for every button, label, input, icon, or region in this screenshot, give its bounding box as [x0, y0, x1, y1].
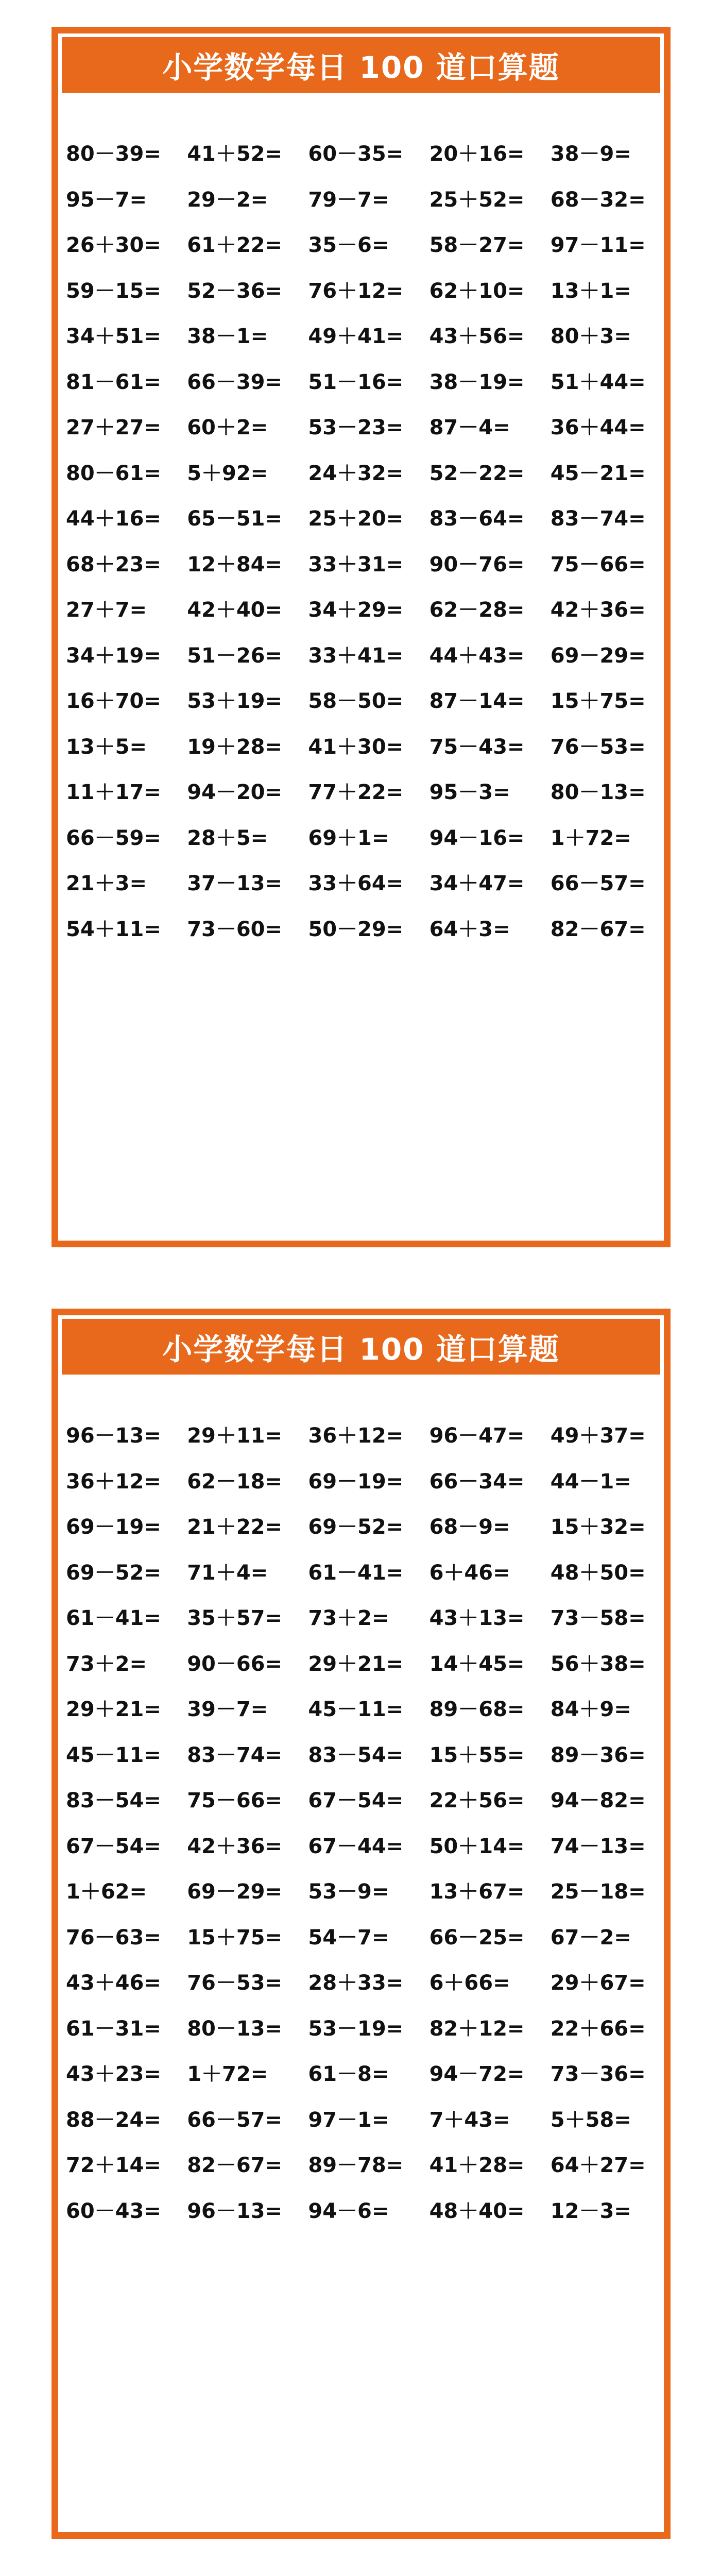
- arithmetic-problem: 37－13=: [187, 872, 283, 895]
- arithmetic-problem: 62－18=: [187, 1469, 283, 1494]
- arithmetic-problem: 1＋72=: [550, 826, 631, 850]
- worksheet-title: 小学数学每日 100 道口算题: [62, 37, 660, 93]
- arithmetic-problem: 16＋70=: [66, 689, 161, 713]
- arithmetic-problem: 61－41=: [66, 1606, 161, 1630]
- problem-grid: [58, 1413, 664, 2234]
- arithmetic-problem: 43＋46=: [66, 1971, 161, 1995]
- arithmetic-problem: 94－82=: [550, 1789, 646, 1812]
- arithmetic-problem: 27＋27=: [66, 416, 161, 439]
- arithmetic-problem: 50－29=: [308, 917, 404, 941]
- arithmetic-problem: 90－66=: [187, 1652, 283, 1676]
- arithmetic-problem: 60－35=: [308, 142, 404, 166]
- arithmetic-problem: 5＋58=: [550, 2108, 631, 2132]
- arithmetic-problem: 27＋7=: [66, 598, 147, 622]
- arithmetic-problem: 29＋21=: [66, 1698, 161, 1721]
- arithmetic-problem: 33＋64=: [308, 872, 404, 895]
- arithmetic-problem: 69－19=: [66, 1515, 161, 1539]
- arithmetic-problem: 28＋5=: [187, 826, 268, 850]
- arithmetic-problem: 14＋45=: [429, 1652, 525, 1676]
- arithmetic-problem: 62－28=: [429, 598, 525, 622]
- arithmetic-problem: 96－13=: [66, 1424, 161, 1448]
- arithmetic-problem: 45－11=: [308, 1698, 404, 1721]
- arithmetic-problem: 76＋12=: [308, 279, 404, 303]
- arithmetic-problem: 95－3=: [429, 781, 510, 804]
- arithmetic-problem: 73－60=: [187, 917, 283, 941]
- arithmetic-problem: 51＋44=: [550, 370, 646, 394]
- arithmetic-problem: 75－66=: [550, 552, 646, 577]
- arithmetic-problem: 21＋3=: [66, 872, 147, 895]
- arithmetic-problem: 61＋22=: [187, 233, 283, 257]
- arithmetic-problem: 49＋37=: [550, 1424, 646, 1448]
- arithmetic-problem: 66－39=: [187, 370, 283, 394]
- arithmetic-problem: 67－2=: [550, 1925, 631, 1950]
- arithmetic-problem: 54－7=: [308, 1925, 389, 1950]
- arithmetic-problem: 34＋29=: [308, 598, 404, 622]
- arithmetic-problem: 89－68=: [429, 1698, 525, 1721]
- arithmetic-problem: 71＋4=: [187, 1561, 268, 1585]
- arithmetic-problem: 72＋14=: [66, 2154, 161, 2177]
- arithmetic-problem: 83－74=: [187, 1743, 283, 1767]
- arithmetic-problem: 34＋19=: [66, 643, 161, 668]
- arithmetic-problem: 33＋31=: [308, 552, 404, 577]
- arithmetic-problem: 89－36=: [550, 1743, 646, 1767]
- arithmetic-problem: 69－19=: [308, 1469, 404, 1494]
- arithmetic-problem: 96－47=: [429, 1424, 525, 1448]
- arithmetic-problem: 34＋47=: [429, 872, 525, 895]
- arithmetic-problem: 38－19=: [429, 370, 525, 394]
- arithmetic-problem: 54＋11=: [66, 917, 161, 941]
- arithmetic-problem: 80－39=: [66, 142, 161, 166]
- arithmetic-problem: 28＋33=: [308, 1971, 404, 1995]
- arithmetic-problem: 43＋13=: [429, 1606, 525, 1630]
- arithmetic-problem: 61－41=: [308, 1561, 404, 1585]
- arithmetic-problem: 41＋30=: [308, 735, 404, 759]
- arithmetic-problem: 15＋75=: [187, 1925, 283, 1950]
- arithmetic-problem: 51－26=: [187, 643, 283, 668]
- arithmetic-problem: 60－43=: [66, 2199, 161, 2223]
- arithmetic-problem: 76－53=: [187, 1971, 283, 1995]
- arithmetic-problem: 67－54=: [308, 1789, 404, 1812]
- arithmetic-problem: 50＋14=: [429, 1834, 525, 1858]
- arithmetic-problem: 44＋43=: [429, 643, 525, 668]
- arithmetic-problem: 76－53=: [550, 735, 646, 759]
- arithmetic-problem: 69－52=: [308, 1515, 404, 1539]
- arithmetic-problem: 44－1=: [550, 1469, 631, 1494]
- arithmetic-problem: 29＋11=: [187, 1424, 283, 1448]
- arithmetic-problem: 29＋67=: [550, 1971, 646, 1995]
- arithmetic-problem: 64＋27=: [550, 2154, 646, 2177]
- arithmetic-problem: 80－13=: [550, 781, 646, 804]
- problem-grid: [58, 131, 664, 952]
- arithmetic-problem: 48＋40=: [429, 2199, 525, 2223]
- arithmetic-problem: 66－57=: [550, 872, 646, 895]
- arithmetic-problem: 75－43=: [429, 735, 525, 759]
- arithmetic-problem: 82－67=: [550, 917, 646, 941]
- arithmetic-problem: 26＋30=: [66, 233, 161, 257]
- arithmetic-problem: 43＋23=: [66, 2062, 161, 2086]
- arithmetic-problem: 80＋3=: [550, 325, 631, 348]
- arithmetic-problem: 67－44=: [308, 1834, 404, 1858]
- arithmetic-problem: 19＋28=: [187, 735, 283, 759]
- arithmetic-problem: 53－19=: [308, 2016, 404, 2041]
- arithmetic-problem: 77＋22=: [308, 781, 404, 804]
- arithmetic-problem: 67－54=: [66, 1834, 161, 1858]
- arithmetic-problem: 97－1=: [308, 2108, 389, 2132]
- arithmetic-problem: 52－36=: [187, 279, 283, 303]
- arithmetic-problem: 38－1=: [187, 325, 268, 348]
- arithmetic-problem: 66－25=: [429, 1925, 525, 1950]
- arithmetic-problem: 6＋66=: [429, 1971, 510, 1995]
- arithmetic-problem: 94－20=: [187, 781, 283, 804]
- arithmetic-problem: 21＋22=: [187, 1515, 283, 1539]
- arithmetic-problem: 53－23=: [308, 416, 404, 439]
- arithmetic-problem: 56＋38=: [550, 1652, 646, 1676]
- arithmetic-problem: 88－24=: [66, 2108, 161, 2132]
- arithmetic-problem: 36＋44=: [550, 416, 646, 439]
- arithmetic-problem: 97－11=: [550, 233, 646, 257]
- arithmetic-problem: 1＋72=: [187, 2062, 268, 2086]
- arithmetic-problem: 95－7=: [66, 188, 147, 212]
- arithmetic-problem: 68－9=: [429, 1515, 510, 1539]
- arithmetic-problem: 45－11=: [66, 1743, 161, 1767]
- arithmetic-problem: 45－21=: [550, 461, 646, 485]
- arithmetic-problem: 38－9=: [550, 142, 631, 166]
- arithmetic-problem: 69＋1=: [308, 826, 389, 850]
- arithmetic-problem: 42＋36=: [187, 1834, 283, 1858]
- arithmetic-problem: 7＋43=: [429, 2108, 510, 2132]
- arithmetic-problem: 5＋92=: [187, 461, 268, 485]
- worksheet-1: [52, 27, 671, 1247]
- arithmetic-problem: 66－59=: [66, 826, 161, 850]
- arithmetic-problem: 25－18=: [550, 1880, 646, 1904]
- arithmetic-problem: 34＋51=: [66, 325, 161, 348]
- arithmetic-problem: 12＋84=: [187, 552, 283, 577]
- arithmetic-problem: 22＋66=: [550, 2016, 646, 2041]
- arithmetic-problem: 81－61=: [66, 370, 161, 394]
- arithmetic-problem: 89－78=: [308, 2154, 404, 2177]
- arithmetic-problem: 79－7=: [308, 188, 389, 212]
- arithmetic-problem: 52－22=: [429, 461, 525, 485]
- arithmetic-problem: 44＋16=: [66, 507, 161, 531]
- arithmetic-problem: 36＋12=: [66, 1469, 161, 1494]
- arithmetic-problem: 87－4=: [429, 416, 510, 439]
- arithmetic-problem: 65－51=: [187, 507, 283, 531]
- arithmetic-problem: 59－15=: [66, 279, 161, 303]
- arithmetic-problem: 66－34=: [429, 1469, 525, 1494]
- arithmetic-problem: 53－9=: [308, 1880, 389, 1904]
- arithmetic-problem: 75－66=: [187, 1789, 283, 1812]
- arithmetic-problem: 36＋12=: [308, 1424, 404, 1448]
- arithmetic-problem: 94－6=: [308, 2199, 389, 2223]
- arithmetic-problem: 25＋52=: [429, 188, 525, 212]
- worksheet-2: [52, 1309, 671, 2539]
- arithmetic-problem: 73＋2=: [308, 1606, 389, 1630]
- arithmetic-problem: 25＋20=: [308, 507, 404, 531]
- arithmetic-problem: 13＋1=: [550, 279, 631, 303]
- arithmetic-problem: 29＋21=: [308, 1652, 404, 1676]
- arithmetic-problem: 49＋41=: [308, 325, 404, 348]
- arithmetic-problem: 94－16=: [429, 826, 525, 850]
- arithmetic-problem: 73－36=: [550, 2062, 646, 2086]
- arithmetic-problem: 68＋23=: [66, 552, 161, 577]
- arithmetic-problem: 64＋3=: [429, 917, 510, 941]
- arithmetic-problem: 11＋17=: [66, 781, 161, 804]
- arithmetic-problem: 94－72=: [429, 2062, 525, 2086]
- arithmetic-problem: 83－74=: [550, 507, 646, 531]
- arithmetic-problem: 58－27=: [429, 233, 525, 257]
- arithmetic-problem: 69－29=: [550, 643, 646, 668]
- arithmetic-problem: 73－58=: [550, 1606, 646, 1630]
- arithmetic-problem: 83－64=: [429, 507, 525, 531]
- arithmetic-problem: 20＋16=: [429, 142, 525, 166]
- arithmetic-problem: 53＋19=: [187, 689, 283, 713]
- arithmetic-problem: 22＋56=: [429, 1789, 525, 1812]
- arithmetic-problem: 41＋28=: [429, 2154, 525, 2177]
- arithmetic-problem: 41＋52=: [187, 142, 283, 166]
- arithmetic-problem: 76－63=: [66, 1925, 161, 1950]
- arithmetic-problem: 42＋36=: [550, 598, 646, 622]
- arithmetic-problem: 87－14=: [429, 689, 525, 713]
- arithmetic-problem: 69－29=: [187, 1880, 283, 1904]
- arithmetic-problem: 66－57=: [187, 2108, 283, 2132]
- arithmetic-problem: 15＋75=: [550, 689, 646, 713]
- arithmetic-problem: 58－50=: [308, 689, 404, 713]
- arithmetic-problem: 42＋40=: [187, 598, 283, 622]
- arithmetic-problem: 96－13=: [187, 2199, 283, 2223]
- arithmetic-problem: 61－31=: [66, 2016, 161, 2041]
- arithmetic-problem: 68－32=: [550, 188, 646, 212]
- arithmetic-problem: 1＋62=: [66, 1880, 147, 1904]
- arithmetic-problem: 84＋9=: [550, 1698, 631, 1721]
- arithmetic-problem: 13＋5=: [66, 735, 147, 759]
- arithmetic-problem: 61－8=: [308, 2062, 389, 2086]
- arithmetic-problem: 24＋32=: [308, 461, 404, 485]
- arithmetic-problem: 12－3=: [550, 2199, 631, 2223]
- arithmetic-problem: 90－76=: [429, 552, 525, 577]
- arithmetic-problem: 80－61=: [66, 461, 161, 485]
- arithmetic-problem: 83－54=: [66, 1789, 161, 1812]
- arithmetic-problem: 62＋10=: [429, 279, 525, 303]
- arithmetic-problem: 15＋32=: [550, 1515, 646, 1539]
- arithmetic-problem: 51－16=: [308, 370, 404, 394]
- arithmetic-problem: 39－7=: [187, 1698, 268, 1721]
- arithmetic-problem: 33＋41=: [308, 643, 404, 668]
- arithmetic-problem: 80－13=: [187, 2016, 283, 2041]
- arithmetic-problem: 6＋46=: [429, 1561, 510, 1585]
- arithmetic-problem: 60＋2=: [187, 416, 268, 439]
- arithmetic-problem: 29－2=: [187, 188, 268, 212]
- arithmetic-problem: 82－67=: [187, 2154, 283, 2177]
- arithmetic-problem: 48＋50=: [550, 1561, 646, 1585]
- arithmetic-problem: 13＋67=: [429, 1880, 525, 1904]
- arithmetic-problem: 74－13=: [550, 1834, 646, 1858]
- arithmetic-problem: 82＋12=: [429, 2016, 525, 2041]
- arithmetic-problem: 73＋2=: [66, 1652, 147, 1676]
- arithmetic-problem: 15＋55=: [429, 1743, 525, 1767]
- worksheet-title: 小学数学每日 100 道口算题: [62, 1319, 660, 1375]
- arithmetic-problem: 43＋56=: [429, 325, 525, 348]
- arithmetic-problem: 35＋57=: [187, 1606, 283, 1630]
- arithmetic-problem: 69－52=: [66, 1561, 161, 1585]
- arithmetic-problem: 83－54=: [308, 1743, 404, 1767]
- arithmetic-problem: 35－6=: [308, 233, 389, 257]
